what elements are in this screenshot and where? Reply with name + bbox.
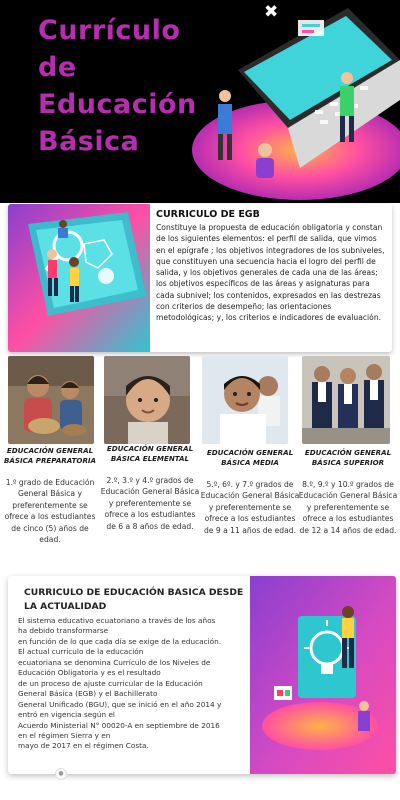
hero-title-line-4: Básica (38, 126, 140, 157)
actualidad-line: General Unificado (BGU), que se inició en el año 2014 y (18, 699, 222, 709)
level-body-elemental: 2.º, 3.º y 4.º grados de Educación General Básica y preferentemente se ofrece a los estudiantes de 6 a 8 años de edad. (100, 476, 200, 531)
level-title-superior: EDUCACIÓN GENERAL BÁSICA SUPERIOR (304, 448, 392, 467)
actualidad-line: entró en vigencia según el (18, 710, 115, 720)
actualidad-line: El actual currículo de la educación (18, 647, 144, 657)
actualidad-line: en el régimen Sierra y en (18, 730, 111, 740)
photo-elemental (104, 356, 190, 444)
level-body-superior: 8.º, 9.º y 10.º grados de Educación General Básica y preferentemente se ofrece a los estudiantes de 12 a 14 años de edad. (298, 480, 398, 535)
actualidad-line: El sistema educativo ecuatoriano a través de los años (18, 616, 216, 625)
actualidad-line: ecuatoriana se denomina Currículo de los Niveles de (18, 657, 211, 667)
hero-banner (0, 0, 400, 203)
actualidad-line: en función de lo que cada día se exige de la educación. (18, 636, 222, 646)
actualidad-line: de un proceso de ajuste curricular de la Educación (18, 678, 203, 688)
actualidad-body (18, 616, 254, 752)
level-title-elemental: EDUCACIÓN GENERAL BÁSICA ELEMENTAL (106, 444, 194, 463)
actualidad-line: General Básica (EGB) y el Bachillerato (18, 689, 158, 699)
levels-grid (0, 354, 400, 572)
hero-title-line-1: Currículo (38, 15, 181, 46)
level-title-preparatoria: EDUCACIÓN GENERAL BÁSICA PREPARATORIA (3, 446, 97, 465)
level-body-media: 5.º, 6º. y 7.º grados de Educación General Básica y preferentemente se ofrece a los estudiantes de 9 a 11 años de edad. (200, 480, 300, 535)
page-indicator-icon: ● (55, 768, 67, 780)
actualidad-card (8, 576, 396, 774)
photo-superior (302, 356, 390, 444)
hero-title-line-3: Educación (38, 89, 197, 120)
egb-title: CURRICULO DE EGB (156, 209, 260, 220)
actualidad-line: mayo de 2017 en el régimen Costa. (18, 741, 149, 751)
actualidad-line: Educación Obligatoria y es el resultado (18, 668, 161, 678)
actualidad-line: ha debido transformarse (18, 626, 109, 636)
actualidad-line: Acuerdo Ministerial N° 00020-A en septiembre de 2016 (18, 720, 220, 730)
egb-body: Constituye la propuesta de educación obligatoria y constan de los siguientes elementos: el perfil de salida, que vimos en el epígrafe ; los objetivos integradores de los subniveles, que constituyen una secuencia hacia el logro del perfil de salida, y los objetivos generales de cada una de las áreas; los objetivos específicos de las áreas y asignaturas para cada subnivel; los contenidos, expresados en las destrezas con criterios de desempeño; las orientaciones metodológicas; y, los criterios e indicadores de evaluación. (156, 223, 385, 323)
laptop-illustration (180, 0, 400, 203)
photo-preparatoria (8, 356, 94, 444)
photo-media (202, 356, 288, 444)
level-body-preparatoria: 1.º grado de Educación General Básica y preferentemente se ofrece a los estudiantes de cinco (5) años de edad. (4, 478, 96, 545)
actualidad-title: CURRICULO DE EDUCACIÓN BASICA DESDE LA ACTUALIDAD (24, 587, 244, 612)
hero-title (38, 12, 197, 160)
hero-title-line-2: de (38, 52, 77, 83)
lightbulb-illustration (250, 576, 396, 774)
close-icon[interactable]: ✖ (264, 2, 279, 22)
egb-card (8, 204, 392, 352)
level-title-media: EDUCACIÓN GENERAL BÁSICA MEDIA (206, 448, 294, 467)
curriculum-illustration (8, 204, 150, 352)
